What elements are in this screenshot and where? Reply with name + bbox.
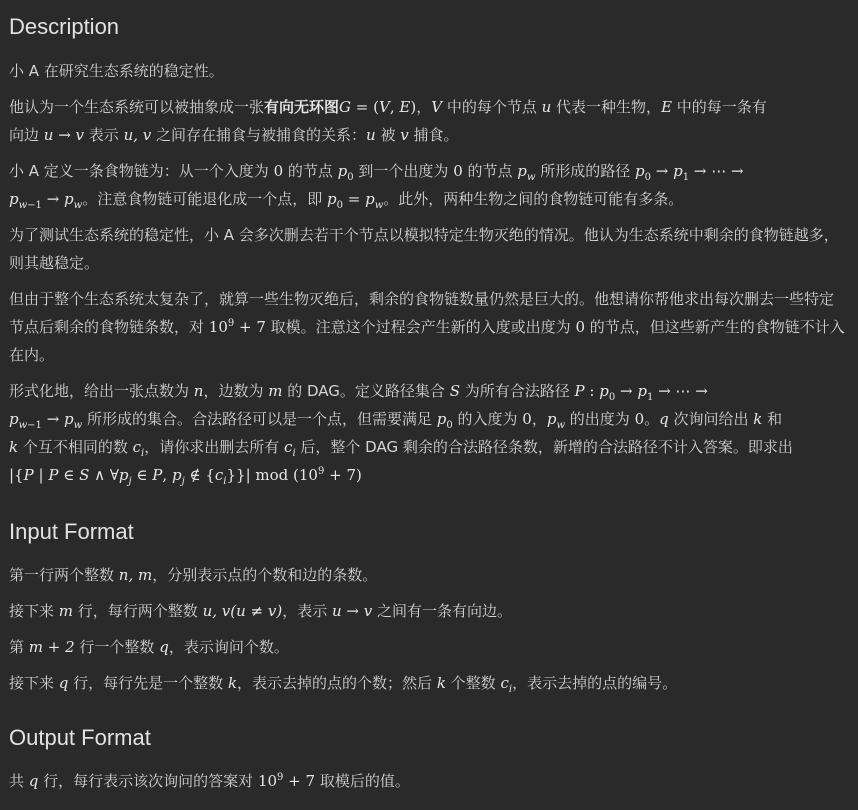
text-span: ，表示去掉的点的编号。 [512, 674, 678, 692]
math-p0: $p_0$ [337, 162, 354, 183]
math-e: E [661, 98, 673, 116]
math-zero: 0 [522, 410, 532, 428]
math-p0: $p_0$ [436, 410, 453, 431]
description-paragraph-1: 小 A 在研究生态系统的稳定性。 [9, 62, 224, 80]
math-edge: u → v [43, 126, 85, 144]
math-p0-eq-pw: $p_0 = p_w$ [327, 190, 384, 211]
text-span: 接下来 [9, 602, 59, 620]
text-span: 个整数 [445, 674, 501, 692]
text-span: ， [416, 98, 432, 116]
math-zero: 0 [575, 318, 585, 336]
math-s: S [449, 382, 460, 400]
text-span: 为所有合法路径 [459, 382, 575, 400]
input-line-2 [9, 597, 848, 625]
math-q: q [28, 772, 39, 790]
text-span: ，分别表示点的个数和边的条数。 [152, 566, 378, 584]
text-span: 个互不相同的数 [18, 438, 133, 456]
math-edge: u → v [331, 602, 373, 620]
text-span: 之间有一条有向边。 [372, 602, 512, 620]
text-span: 的入度为 [452, 410, 523, 428]
math-uv: u, v [123, 126, 152, 144]
math-graph: G = (V, E) [339, 98, 417, 116]
text-span: 中的每个节点 [442, 98, 542, 116]
math-m-plus-2: m + 2 [28, 638, 75, 656]
input-line-1 [9, 561, 848, 589]
input-format-heading: Input Format [9, 519, 134, 544]
text-span: 后，整个 DAG 剩余的合法路径条数，新增的合法路径不计入答案。即求出 [295, 438, 793, 456]
text-span: 行一个整数 [74, 638, 160, 656]
math-n: n [193, 382, 204, 400]
math-pw: $p_w$ [517, 162, 536, 183]
text-span: 第一行两个整数 [9, 566, 119, 584]
math-path-tail: $p_{w-1} \to p_w$ [9, 190, 83, 211]
text-span: 共 [9, 772, 29, 790]
text-span: 接下来 [9, 674, 59, 692]
math-q: q [659, 410, 669, 428]
text-span: 。注意食物链可能退化成一个点，即 [82, 190, 327, 208]
text-span: ，请你求出删去所有 [144, 438, 285, 456]
math-zero: 0 [634, 410, 645, 428]
description-paragraph-4: 为了测试生态系统的稳定性，小 A 会多次删去若干个节点以模拟特定生物灭绝的情况。他认为生态系统中剩余的食物链越多，则其越稳定。 [9, 226, 839, 272]
text-span: 被 [375, 126, 401, 144]
math-nm: n, m [118, 566, 153, 584]
text-span: 。 [644, 410, 660, 428]
math-ci: $c_i$ [284, 438, 296, 459]
output-format-heading: Output Format [9, 725, 151, 750]
description-section [9, 0, 848, 489]
math-zero: 0 [273, 162, 284, 180]
description-paragraph-3 [9, 157, 848, 213]
math-path-def: P : $p_0 \to p_1$ → ⋯ → [574, 382, 708, 403]
math-modulus [258, 772, 315, 790]
text-span: 的出度为 [565, 410, 635, 428]
text-span: 中的每一条有 [672, 98, 767, 116]
math-k: k [436, 674, 446, 692]
text-span: 形式化地，给出一张点数为 [9, 382, 194, 400]
input-line-4 [9, 669, 848, 697]
math-q: q [159, 638, 169, 656]
text-span: 和 [762, 410, 783, 428]
math-modulus [209, 318, 266, 336]
modulus-base: 10 [257, 772, 278, 790]
modulus-base: 10 [208, 318, 228, 336]
text-span: 所形成的集合。合法路径可以是一个点，但需要满足 [82, 410, 437, 428]
text-span: 。此外，两种生物之间的食物链可能有多条。 [383, 190, 684, 208]
math-ci: $c_i$ [132, 438, 145, 459]
math-k: k [227, 674, 238, 692]
modulus-plus: + 7 [283, 772, 316, 790]
modulus-exponent: 9 [277, 772, 284, 783]
output-line-1 [9, 767, 848, 795]
math-k: k [753, 410, 763, 428]
output-format-section [9, 724, 848, 795]
math-u: u [541, 98, 552, 116]
text-span: 他认为一个生态系统可以被抽象成一张 [9, 98, 265, 116]
text-span: 表示 [84, 126, 124, 144]
text-span: 之间存在捕食与被捕食的关系： [151, 126, 367, 144]
text-span: 代表一种生物， [551, 98, 662, 116]
description-paragraph-2 [9, 93, 848, 149]
text-span: 第 [9, 638, 29, 656]
text-span: 的节点 [283, 162, 338, 180]
math-m: m [268, 382, 283, 400]
math-path: $p_0 \to p_1$ → ⋯ → [635, 162, 744, 183]
text-span: 到一个出度为 [353, 162, 454, 180]
description-paragraph-6 [9, 377, 848, 489]
description-paragraph-5 [9, 285, 848, 369]
input-format-section [9, 518, 848, 697]
text-span: 的节点，但这些新产生的食物链不计入在内。 [9, 318, 845, 364]
text-span: ，表示 [282, 602, 332, 620]
text-span: 行，每行两个整数 [73, 602, 203, 620]
text-span: 捕食。 [408, 126, 459, 144]
text-span: 行，每行表示该次询问的答案对 [38, 772, 258, 790]
text-span: 次询问给出 [668, 410, 754, 428]
math-m: m [58, 602, 74, 620]
math-q: q [58, 674, 69, 692]
text-span: ，表示去掉的点的个数；然后 [237, 674, 437, 692]
bold-term-dag: 有向无环图 [264, 98, 340, 116]
math-v: v [400, 126, 409, 144]
text-span: 行，每行先是一个整数 [68, 674, 228, 692]
text-span: 取模。注意这个过程会产生新的入度或出度为 [265, 318, 576, 336]
text-span: 的节点 [462, 162, 518, 180]
text-span: 的 DAG。定义路径集合 [282, 382, 450, 400]
modulus-exponent: 9 [227, 318, 235, 329]
math-pw: $p_w$ [546, 410, 566, 431]
text-span: 但由于整个生态系统太复杂了，就算一些生物灭绝后，剩余的食物链数量仍然是巨大的。他想请你帮他求出每次删去一些特定节点后剩余的食物链条数，对 [9, 290, 835, 336]
text-span: 小 A 定义一条食物链为：从一个入度为 [9, 162, 274, 180]
modulus-plus: + 7 [234, 318, 266, 336]
description-heading: Description [9, 14, 120, 39]
math-u: u [366, 126, 376, 144]
input-line-3 [9, 633, 848, 661]
text-span: 所形成的路径 [535, 162, 636, 180]
math-answer-formula: |{P | P ∈ S ∧ $\forall p_j$ ∈ P, $p_j$ ∉ $\{c_i\}\}|$ mod $(10^9 + 7)$ [9, 466, 362, 487]
text-span: 向边 [9, 126, 44, 144]
math-ci: $c_i$ [500, 674, 513, 695]
math-zero: 0 [453, 162, 463, 180]
text-span: 取模后的值。 [315, 772, 410, 790]
text-span: ，表示询问个数。 [168, 638, 289, 656]
math-path-tail: $p_{w-1} \to p_w$ [9, 410, 83, 431]
text-span: ，边数为 [203, 382, 269, 400]
text-span: ， [531, 410, 547, 428]
math-v: V [431, 98, 443, 116]
math-k: k [9, 438, 19, 456]
math-uv-neq: u, v(u ≠ v) [202, 602, 283, 620]
